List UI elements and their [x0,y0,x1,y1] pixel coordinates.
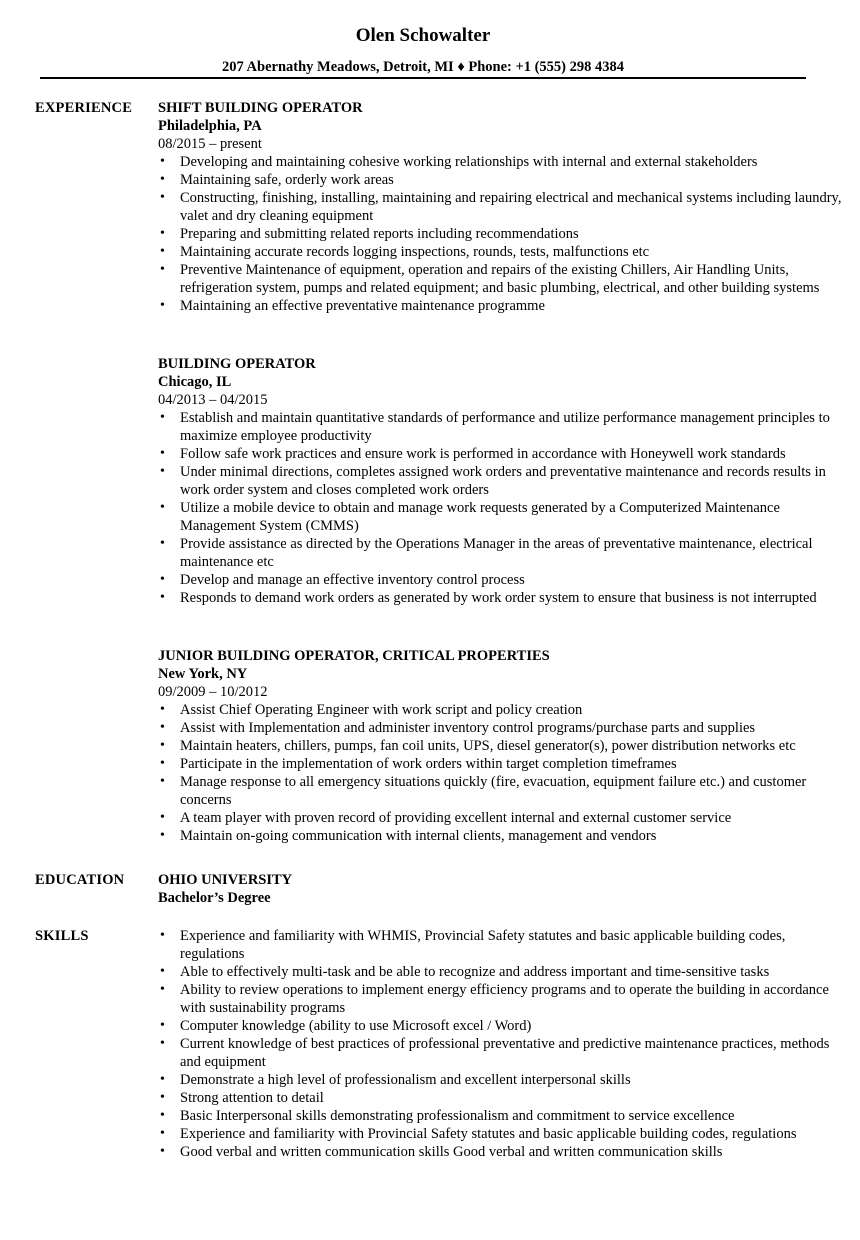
list-item: • Computer knowledge (ability to use Microsoft excel / Word) [158,1017,848,1035]
list-item: • A team player with proven record of providing excellent internal and external customer service [158,809,848,827]
list-item: • Preparing and submitting related reports including recommendations [158,225,848,243]
job-location: Philadelphia, PA [158,118,262,134]
list-item: • Maintaining accurate records logging inspections, rounds, tests, malfunctions etc [158,243,848,261]
list-item: • Develop and manage an effective inventory control process [158,571,848,589]
job-title: BUILDING OPERATOR [158,356,316,372]
school-name: OHIO UNIVERSITY [158,872,293,888]
list-item: • Maintaining an effective preventative maintenance programme [158,297,848,315]
list-item: • Developing and maintaining cohesive working relationships with internal and external stakeholders [158,153,848,171]
list-item: • Utilize a mobile device to obtain and manage work requests generated by a Computerized Maintenance Management System (CMMS) [158,499,848,535]
job-3 [158,647,848,845]
job-1 [158,99,848,315]
list-item: • Constructing, finishing, installing, maintaining and repairing electrical and mechanical systems including laundry, valet and dry cleaning equipment [158,189,848,225]
list-item: • Good verbal and written communication skills Good verbal and written communication skills [158,1143,848,1161]
job-bullets [158,409,848,607]
list-item: • Preventive Maintenance of equipment, operation and repairs of the existing Chillers, Air Handling Units, refrigeration system, pumps and related equipment; and basic plumbing, electrical, and other building systems [158,261,848,297]
list-item: • Manage response to all emergency situations quickly (fire, evacuation, equipment failure etc.) and customer concerns [158,773,848,809]
job-2 [158,355,848,607]
list-item: • Demonstrate a high level of professionalism and excellent interpersonal skills [158,1071,848,1089]
job-location: Chicago, IL [158,374,232,390]
list-item: • Able to effectively multi-task and be able to recognize and address important and time-sensitive tasks [158,963,848,981]
list-item: • Ability to review operations to implement energy efficiency programs and to operate the building in accordance with sustainability programs [158,981,848,1017]
job-bullets [158,701,848,845]
candidate-name: Olen Schowalter [355,25,491,46]
list-item: • Maintain on-going communication with internal clients, management and vendors [158,827,848,845]
list-item: • Assist Chief Operating Engineer with work script and policy creation [158,701,848,719]
list-item: • Assist with Implementation and administer inventory control programs/purchase parts and supplies [158,719,848,737]
list-item: • Establish and maintain quantitative standards of performance and utilize performance management principles to maximize employee productivity [158,409,848,445]
list-item: • Experience and familiarity with Provincial Safety statutes and basic applicable building codes, regulations [158,1125,848,1143]
list-item: • Responds to demand work orders as generated by work order system to ensure that business is not interrupted [158,589,848,607]
job-dates: 04/2013 – 04/2015 [158,392,268,408]
list-item: • Experience and familiarity with WHMIS, Provincial Safety statutes and basic applicable building codes, regulations [158,927,848,963]
list-item: • Participate in the implementation of work orders within target completion timeframes [158,755,848,773]
list-item: • Maintaining safe, orderly work areas [158,171,848,189]
contact-line: 207 Abernathy Meadows, Detroit, MI ♦ Phone: +1 (555) 298 4384 [221,59,625,75]
education-block [158,871,848,907]
list-item: • Provide assistance as directed by the Operations Manager in the areas of preventative maintenance, electrical maintenance etc [158,535,848,571]
skills-block [158,927,848,1161]
skills-heading: SKILLS [35,928,89,944]
job-title: JUNIOR BUILDING OPERATOR, CRITICAL PROPERTIES [158,648,550,664]
header-divider [40,77,806,79]
list-item: • Under minimal directions, completes assigned work orders and preventative maintenance and records results in work order system and closes completed work orders [158,463,848,499]
list-item: • Basic Interpersonal skills demonstrating professionalism and commitment to service excellence [158,1107,848,1125]
list-item: • Maintain heaters, chillers, pumps, fan coil units, UPS, diesel generator(s), power distribution networks etc [158,737,848,755]
skills-list [158,927,848,1161]
education-heading: EDUCATION [35,872,125,888]
list-item: • Follow safe work practices and ensure work is performed in accordance with Honeywell work standards [158,445,848,463]
degree: Bachelor’s Degree [158,890,271,906]
experience-heading: EXPERIENCE [35,100,133,116]
list-item: • Strong attention to detail [158,1089,848,1107]
job-dates: 08/2015 – present [158,136,262,152]
job-title: SHIFT BUILDING OPERATOR [158,100,363,116]
job-bullets [158,153,848,315]
list-item: • Current knowledge of best practices of professional preventative and predictive maintenance practices, methods and equipment [158,1035,848,1071]
job-dates: 09/2009 – 10/2012 [158,684,268,700]
job-location: New York, NY [158,666,248,682]
